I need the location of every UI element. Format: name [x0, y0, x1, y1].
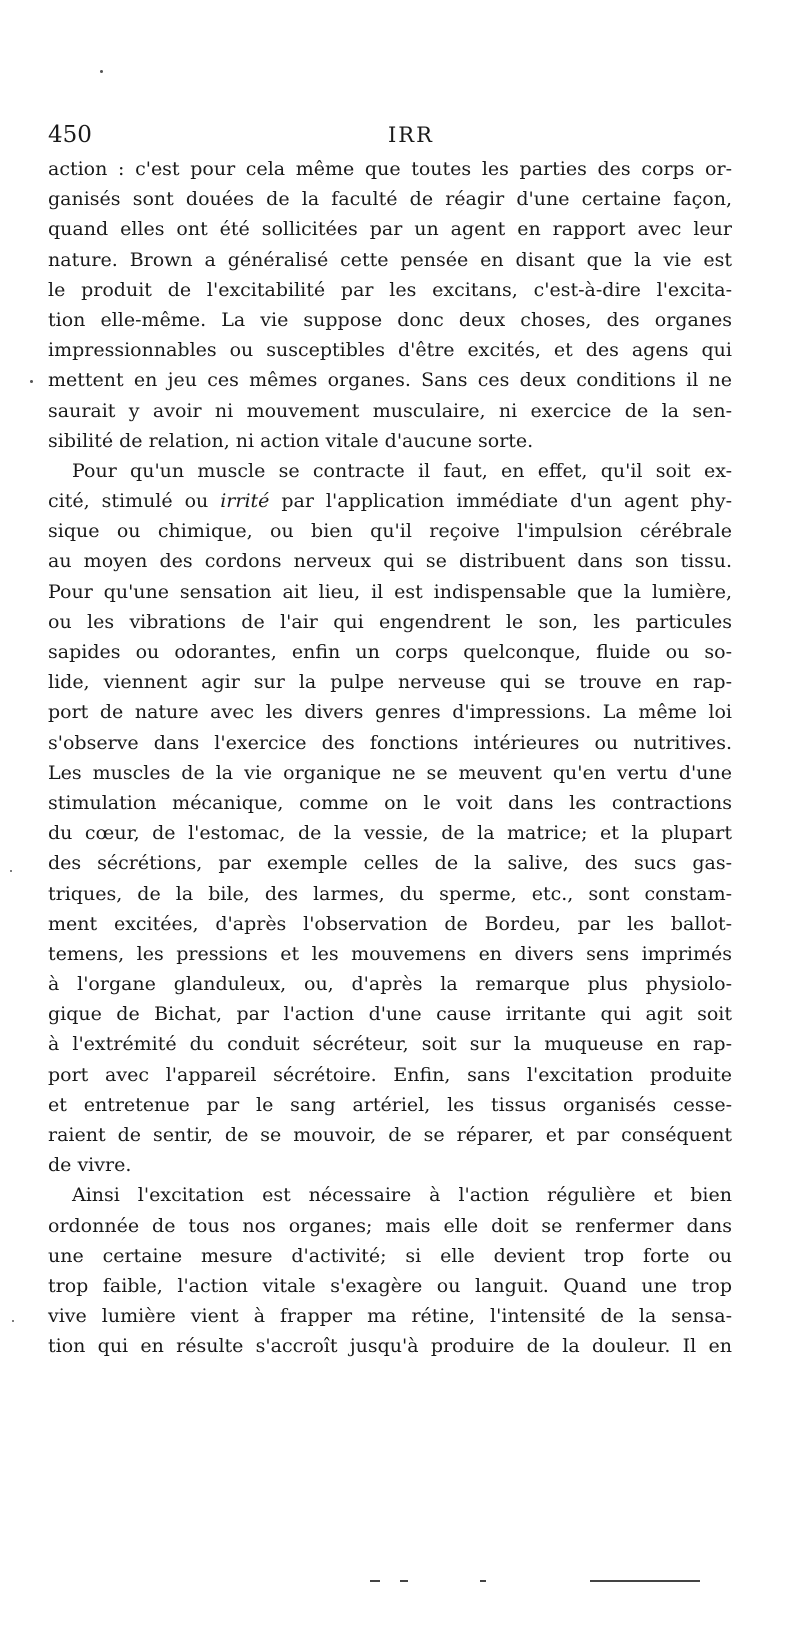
text-line: du cœur, de l'estomac, de la vessie, de la matrice; et la plupart — [48, 822, 732, 845]
page-header — [48, 120, 748, 150]
text-line: de vivre. — [48, 1154, 132, 1177]
text-line: nature. Brown a généralisé cette pensée en disant que la vie est — [48, 248, 732, 271]
text-line: et entretenue par le sang artériel, les tissus organisés cesse- — [48, 1093, 732, 1116]
emphasized-word: irrité — [220, 490, 270, 513]
text-line: au moyen des cordons nerveux qui se distribuent dans son tissu. — [48, 550, 732, 573]
text-line: quand elles ont été sollicitées par un agent en rapport avec leur — [48, 218, 732, 241]
body-text — [48, 154, 732, 1362]
text-line: saurait y avoir ni mouvement musculaire, ni exercice de la sen- — [48, 399, 732, 422]
text-line: sibilité de relation, ni action vitale d'aucune sorte. — [48, 429, 534, 452]
text-line: triques, de la bile, des larmes, du sperme, etc., sont constam- — [48, 882, 732, 905]
scan-speck — [10, 870, 12, 872]
text-line: sapides ou odorantes, enfin un corps quelconque, fluide ou so- — [48, 641, 732, 663]
running-head: IRR — [388, 123, 434, 147]
text-line: temens, les pressions et les mouvemens en divers sens imprimés — [48, 942, 732, 965]
text-line: mettent en jeu ces mêmes organes. Sans ces deux conditions il ne — [48, 369, 732, 392]
text-line: cité, stimulé ou irrité par l'application immédiate d'un agent phy- — [48, 490, 733, 513]
page-number: 450 — [48, 122, 92, 148]
text-line: ou les vibrations de l'air qui engendrent le son, les particules — [48, 610, 732, 633]
text-line: Ainsi l'excitation est nécessaire à l'action régulière et bien — [72, 1184, 732, 1207]
text-line: le produit de l'excitabilité par les excitans, c'est-à-dire l'excita- — [48, 278, 732, 301]
text-line: impressionnables ou susceptibles d'être excités, et des agens qui — [48, 339, 732, 362]
text-line: ganisés sont douées de la faculté de réagir d'une certaine façon, — [48, 188, 732, 211]
text-line: tion elle-même. La vie suppose donc deux choses, des organes — [48, 308, 732, 331]
text-line: raient de sentir, de se mouvoir, de se réparer, et par conséquent — [48, 1124, 732, 1146]
text-line: Pour qu'une sensation ait lieu, il est indispensable que la lumière, — [48, 580, 732, 603]
text-line: action : c'est pour cela même que toutes les parties des corps or- — [48, 158, 732, 180]
scan-mark — [590, 1580, 700, 1582]
scan-speck — [12, 1320, 14, 1322]
text-line: lide, viennent agir sur la pulpe nerveuse qui se trouve en rap- — [48, 671, 732, 694]
text-line: sique ou chimique, ou bien qu'il reçoive l'impulsion cérébrale — [48, 520, 732, 543]
text-line: à l'organe glanduleux, ou, d'après la remarque plus physiolo- — [48, 973, 732, 996]
scan-mark — [370, 1580, 380, 1582]
text-line: à l'extrémité du conduit sécréteur, soit sur la muqueuse en rap- — [48, 1033, 732, 1056]
text-line: vive lumière vient à frapper ma rétine, l'intensité de la sensa- — [48, 1305, 732, 1328]
text-line: ordonnée de tous nos organes; mais elle doit se renfermer dans — [48, 1214, 732, 1237]
text-line: ment excitées, d'après l'observation de Bordeu, par les ballot- — [48, 912, 732, 935]
text-line: port de nature avec les divers genres d'impressions. La même loi — [48, 701, 732, 724]
text-line: des sécrétions, par exemple celles de la salive, des sucs gas- — [48, 852, 732, 875]
text-line: Les muscles de la vie organique ne se meuvent qu'en vertu d'une — [48, 761, 732, 784]
text-line: gique de Bichat, par l'action d'une cause irritante qui agit soit — [48, 1003, 732, 1026]
scan-mark — [480, 1580, 486, 1582]
text-line: Pour qu'un muscle se contracte il faut, en effet, qu'il soit ex- — [72, 459, 732, 482]
scan-mark — [400, 1580, 408, 1582]
text-line: stimulation mécanique, comme on le voit dans les contractions — [48, 791, 732, 814]
text-line: s'observe dans l'exercice des fonctions intérieures ou nutritives. — [48, 731, 732, 754]
text-line: trop faible, l'action vitale s'exagère ou languit. Quand une trop — [48, 1274, 732, 1297]
text-line: port avec l'appareil sécrétoire. Enfin, sans l'excitation produite — [48, 1063, 732, 1086]
scan-speck — [100, 70, 103, 73]
scan-speck — [30, 380, 33, 383]
text-line: une certaine mesure d'activité; si elle devient trop forte ou — [48, 1244, 732, 1267]
text-line: tion qui en résulte s'accroît jusqu'à produire de la douleur. Il en — [48, 1335, 732, 1358]
